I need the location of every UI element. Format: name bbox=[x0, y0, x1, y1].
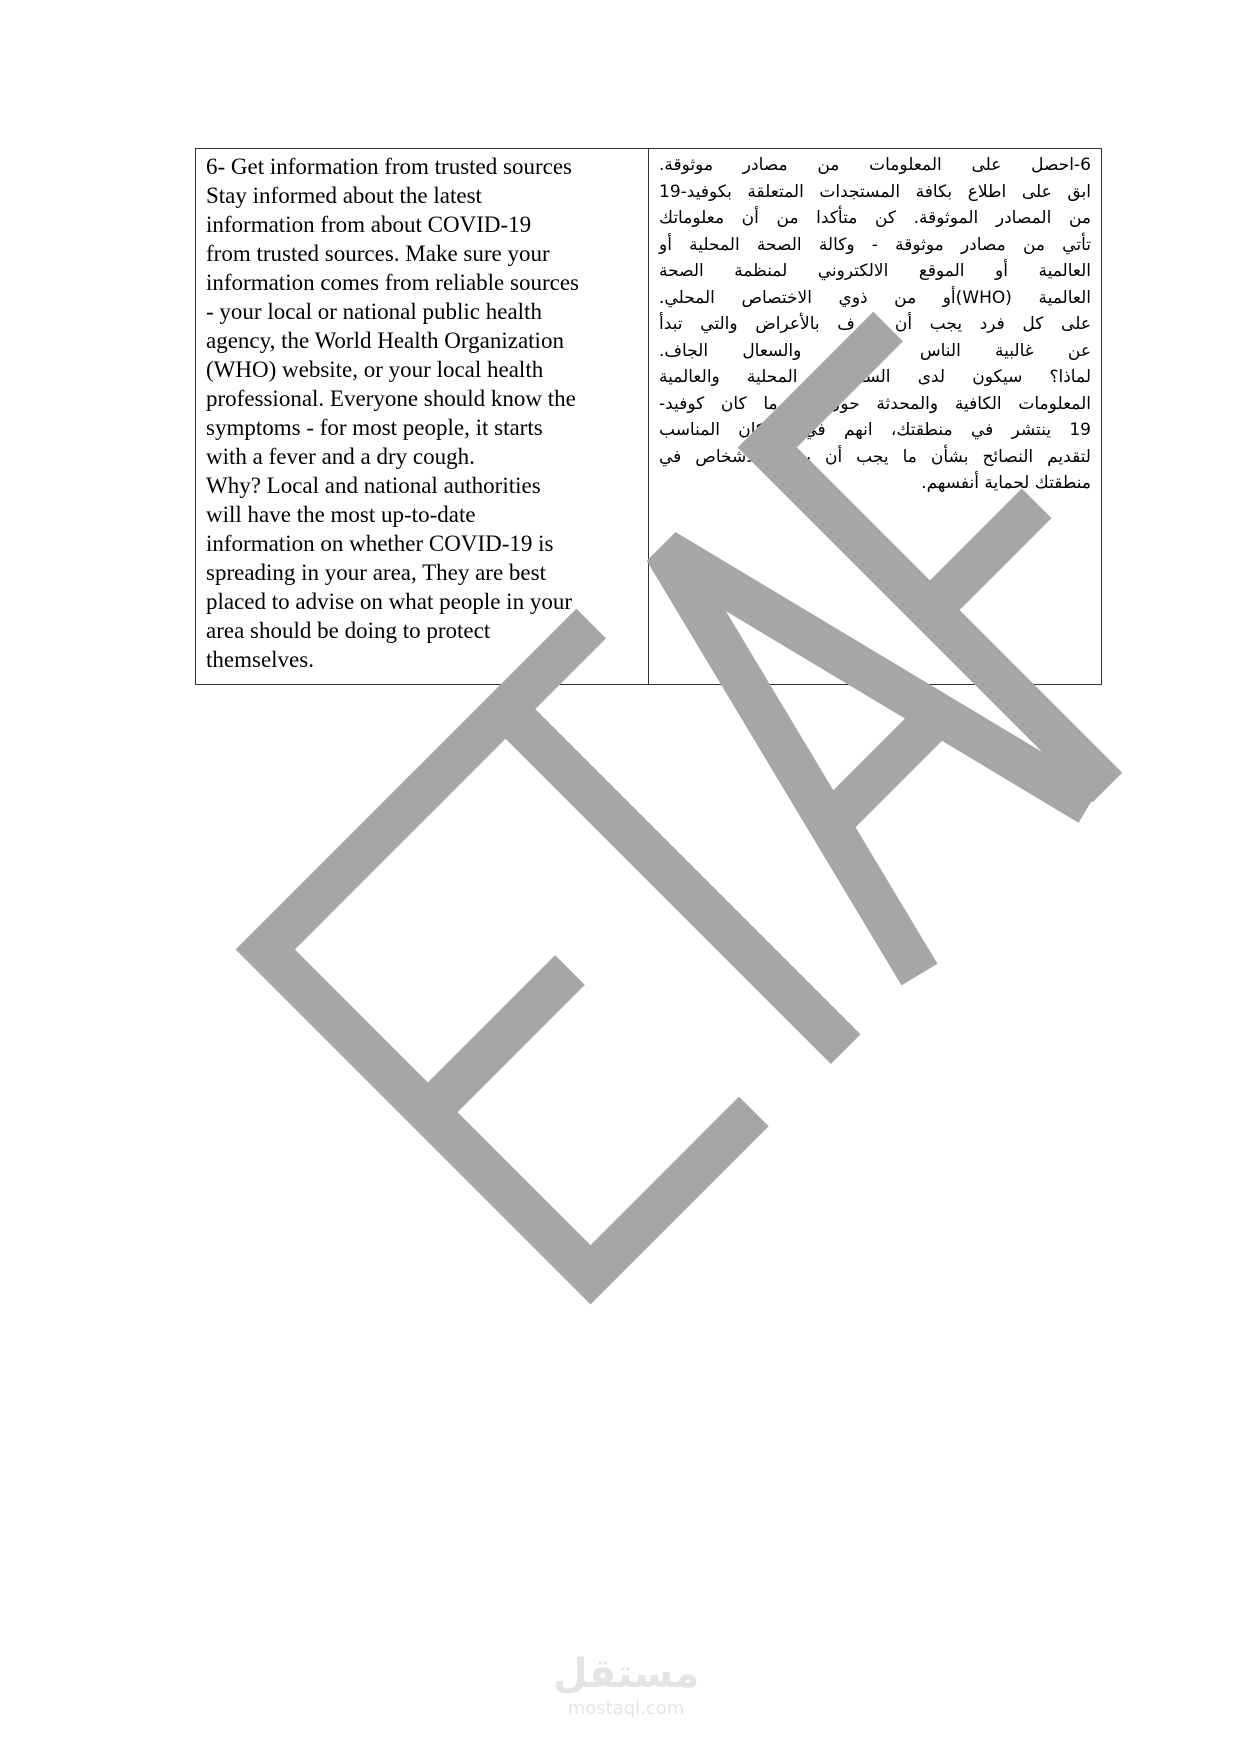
english-line: professional. Everyone should know the bbox=[206, 386, 576, 411]
english-line: spreading in your area, They are best bbox=[206, 560, 546, 585]
english-line: (WHO) website, or your local health bbox=[206, 357, 544, 382]
arabic-line: على كل فرد يجب أن يعرف بالأعراض والتي تبدأ bbox=[659, 314, 1091, 334]
english-line: themselves. bbox=[206, 647, 314, 672]
arabic-line: العالمية أو الموقع الالكتروني لمنظمة الصحة bbox=[659, 261, 1091, 281]
mostaql-brand-url: mostaql.com bbox=[567, 1698, 685, 1719]
english-line: Stay informed about the latest bbox=[206, 183, 482, 208]
arabic-line: المعلومات الكافية والمحدثة حول إذا ما كان كوفيد- bbox=[659, 393, 1091, 414]
english-line: information on whether COVID-19 is bbox=[206, 531, 554, 556]
english-line: - your local or national public health bbox=[206, 299, 542, 324]
english-line: placed to advise on what people in your bbox=[206, 589, 572, 614]
english-line: with a fever and a dry cough. bbox=[206, 444, 475, 469]
english-line: information comes from reliable sources bbox=[206, 270, 579, 295]
arabic-line: 19 ينتشر في منطقتك، انهم في المكان المناسب bbox=[659, 420, 1091, 440]
english-line: area should be doing to protect bbox=[206, 618, 491, 643]
english-line: from trusted sources. Make sure your bbox=[206, 241, 550, 266]
arabic-line: عن غالبية الناس بالحمى والسعال الجاف. bbox=[659, 340, 1091, 361]
arabic-cell bbox=[649, 149, 1102, 685]
english-line: information from about COVID-19 bbox=[206, 212, 532, 237]
arabic-line: 6-احصل على المعلومات من مصادر موثوقة. bbox=[659, 155, 1091, 175]
english-line: 6- Get information from trusted sources bbox=[206, 154, 572, 179]
watermark-letter-t bbox=[435, 638, 902, 1105]
arabic-line: ابق على اطلاع بكافة المستجدات المتعلقة بكوفيد-19 bbox=[659, 181, 1091, 202]
arabic-line: من المصادر الموثوقة. كن متأكدا من أن معلوماتك bbox=[659, 208, 1091, 228]
watermark-letter-e bbox=[265, 801, 739, 1275]
bilingual-table bbox=[195, 148, 1102, 685]
english-line: Why? Local and national authorities bbox=[206, 473, 541, 498]
arabic-line: لتقديم النصائح بشأن ما يجب أن يفعله الأشخاص في bbox=[659, 446, 1091, 467]
english-line: agency, the World Health Organization bbox=[206, 328, 564, 353]
mostaql-logo bbox=[546, 1652, 706, 1720]
arabic-line: العالمية (WHO)أو من ذوي الاختصاص المحلي. bbox=[659, 287, 1091, 308]
english-line: will have the most up-to-date bbox=[206, 502, 476, 527]
mostaql-brand-arabic: مستقل bbox=[552, 1651, 700, 1697]
arabic-line: لماذا؟ سيكون لدى السلطات المحلية والعالمية bbox=[659, 367, 1091, 387]
english-line: symptoms - for most people, it starts bbox=[206, 415, 543, 440]
english-cell bbox=[196, 149, 649, 685]
arabic-line: منطقتك لحماية أنفسهم. bbox=[921, 473, 1091, 493]
table-row bbox=[196, 149, 1102, 685]
arabic-line: تأتي من مصادر موثوقة - وكالة الصحة المحلية أو bbox=[659, 234, 1091, 255]
